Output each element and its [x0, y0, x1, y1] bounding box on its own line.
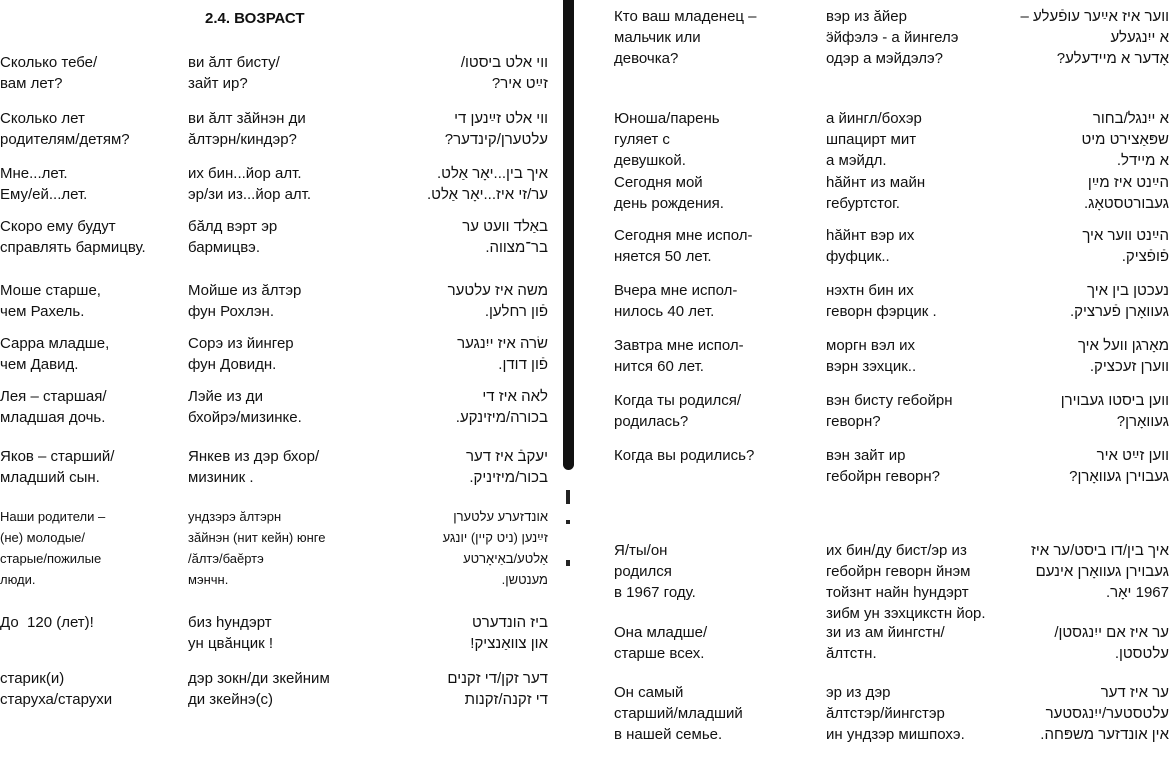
text-line: бармицвэ.	[188, 239, 261, 256]
text-line: Когда вы родились?	[614, 447, 755, 464]
russian-text	[614, 445, 824, 466]
text-line: ун цвӑнцик !	[188, 635, 274, 652]
yiddish-text	[372, 333, 548, 375]
text-line: זײַנען (ניט קיין) יונגע	[442, 530, 548, 545]
text-line: старше всех.	[614, 645, 705, 662]
text-line: младшая дочь.	[0, 409, 106, 426]
transliteration-text	[826, 445, 1006, 487]
section-title: 2.4. ВОЗРАСТ	[205, 10, 305, 27]
text-line: ער איז דער	[1100, 684, 1169, 701]
text-line: Вчера мне испол-	[614, 282, 738, 299]
text-line: вам лет?	[0, 75, 63, 92]
text-line: עלטסטן.	[1114, 645, 1169, 662]
transliteration-text	[826, 540, 1006, 624]
yiddish-text	[984, 390, 1169, 432]
yiddish-text	[984, 280, 1169, 322]
text-line: моргн вэл их	[826, 337, 916, 354]
transliteration-text	[188, 108, 368, 150]
text-line: איך בין/דו ביסט/ער איז	[1031, 542, 1169, 559]
text-line: вэр из ӑйер	[826, 8, 907, 25]
text-line: дэр зокн/ди зкейним	[188, 670, 330, 687]
text-line: Наши родители –	[0, 509, 106, 524]
russian-text	[614, 172, 824, 214]
text-line: (не) молодые/	[0, 530, 86, 545]
text-line: עלטערן/קינדער?	[444, 131, 548, 148]
transliteration-text	[188, 446, 368, 488]
text-line: фун Довидн.	[188, 356, 277, 373]
text-line: До 120 (лет)!	[0, 614, 94, 631]
text-line: ער איז אם ייִנגסטן/	[1054, 624, 1169, 641]
yiddish-text	[372, 446, 548, 488]
transliteration-text	[826, 172, 1006, 214]
text-line: зибм ун зэхцикстн йор.	[826, 605, 986, 622]
text-line: 1967 יאָר.	[1105, 584, 1169, 601]
russian-text	[0, 280, 185, 322]
left-page	[0, 0, 548, 757]
text-line: мальчик или	[614, 29, 701, 46]
russian-text	[0, 108, 185, 150]
text-line: ווי אלט ביסטו/	[460, 54, 548, 71]
text-line: Я/ты/он	[614, 542, 668, 559]
transliteration-text	[188, 506, 368, 590]
yiddish-text	[372, 668, 548, 710]
transliteration-text	[826, 335, 1006, 377]
text-line: родилась?	[614, 413, 689, 430]
text-line: איך בין...יאָר אַלט.	[437, 165, 548, 182]
yiddish-text	[984, 335, 1169, 377]
text-line: бхойрэ/мизинке.	[188, 409, 302, 426]
transliteration-text	[826, 225, 1006, 267]
yiddish-text	[372, 216, 548, 258]
text-line: их бин/ду бист/эр из	[826, 542, 967, 559]
text-line: ווערן זעכציק.	[1089, 358, 1169, 375]
text-line: Яков – старший/	[0, 448, 115, 465]
text-line: אָדער א מיידעלע?	[1056, 50, 1169, 67]
text-line: тойзнт найн hундэрт	[826, 584, 969, 601]
text-line: Кто ваш младенец –	[614, 8, 757, 25]
russian-text	[0, 506, 185, 590]
text-line: в 1967 году.	[614, 584, 696, 601]
text-line: старик(и)	[0, 670, 65, 687]
transliteration-text	[188, 668, 368, 710]
text-line: ин ундзэр мишпохэ.	[826, 726, 965, 743]
russian-text	[614, 335, 824, 377]
text-line: לאה איז די	[482, 388, 548, 405]
text-line: באַלד וועט ער	[462, 218, 548, 235]
yiddish-text	[984, 445, 1169, 487]
russian-text	[614, 6, 824, 69]
text-line: ди зкейнэ(с)	[188, 691, 274, 708]
text-line: эр/зи из...йор алт.	[188, 186, 312, 203]
text-line: фуфцик..	[826, 248, 890, 265]
text-line: Скоро ему будут	[0, 218, 116, 235]
text-line: געבוירן געוואָרן?	[1069, 468, 1169, 485]
text-line: Она младше/	[614, 624, 708, 641]
text-line: ӑлтстэр/йингстэр	[826, 705, 945, 722]
text-line: Мне...лет.	[0, 165, 68, 182]
transliteration-text	[188, 163, 368, 205]
text-line: мизиник .	[188, 469, 254, 486]
transliteration-text	[188, 280, 368, 322]
text-line: געוואָרן?	[1116, 413, 1169, 430]
text-line: /ӑлтэ/баӗртэ	[188, 551, 264, 566]
yiddish-text	[984, 172, 1169, 214]
yiddish-text	[372, 163, 548, 205]
text-line: родителям/детям?	[0, 131, 130, 148]
text-line: זײַט איר?	[491, 75, 548, 92]
text-line: נעכטן בין איך	[1087, 282, 1169, 299]
russian-text	[0, 163, 185, 205]
yiddish-text	[372, 506, 548, 590]
text-line: פֿון רחלען.	[484, 303, 548, 320]
transliteration-text	[826, 108, 1006, 171]
text-line: א מיידל.	[1116, 152, 1169, 169]
yiddish-text	[984, 622, 1169, 664]
text-line: ווי אלט זײַנען די	[454, 110, 548, 127]
text-line: יעקבֿ איז דער	[465, 448, 548, 465]
text-line: אַלטע/באַיאָרטע	[463, 551, 548, 566]
text-line: אונדזערע עלטערן	[453, 509, 548, 524]
text-line: вэн зайт ир	[826, 447, 906, 464]
russian-text	[0, 386, 185, 428]
text-line: Сколько лет	[0, 110, 85, 127]
text-line: געוואָרן פֿערציק.	[1069, 303, 1169, 320]
text-line: געבוירן געוואָרן אינעם	[1035, 563, 1169, 580]
text-line: ווער איז אײַער עופֿעלע –	[1020, 8, 1169, 25]
text-line: вэрн зэхцик..	[826, 358, 917, 375]
spine-mark	[566, 490, 570, 504]
yiddish-text	[372, 280, 548, 322]
text-line: Юноша/парень	[614, 110, 720, 127]
text-line: справлять бармицву.	[0, 239, 146, 256]
text-line: ӑлтстн.	[826, 645, 877, 662]
text-line: ӭйфэлэ - а йингелэ	[826, 29, 959, 46]
yiddish-text	[984, 682, 1169, 745]
yiddish-text	[372, 386, 548, 428]
text-line: hӑйнт из майн	[826, 174, 926, 191]
russian-text	[0, 446, 185, 488]
russian-text	[614, 390, 824, 432]
right-page	[598, 0, 1169, 757]
transliteration-text	[188, 386, 368, 428]
text-line: פֿון דודן.	[498, 356, 548, 373]
text-line: א ייִנגל/בחור	[1092, 110, 1169, 127]
text-line: ווען ביסטו געבוירן	[1060, 392, 1169, 409]
book-spine	[554, 0, 584, 757]
text-line: день рождения.	[614, 195, 724, 212]
transliteration-text	[188, 52, 368, 94]
text-line: Лея – старшая/	[0, 388, 107, 405]
text-line: геворн?	[826, 413, 881, 430]
yiddish-text	[372, 52, 548, 94]
yiddish-text	[984, 540, 1169, 603]
text-line: Сегодня мне испол-	[614, 227, 753, 244]
russian-text	[0, 52, 185, 94]
transliteration-text	[826, 622, 1006, 664]
russian-text	[614, 280, 824, 322]
text-line: в нашей семье.	[614, 726, 723, 743]
text-line: зайт ир?	[188, 75, 248, 92]
text-line: девушкой.	[614, 152, 686, 169]
text-line: און צוואַנציק!	[470, 635, 548, 652]
transliteration-text	[188, 612, 368, 654]
text-line: а йингл/бохэр	[826, 110, 922, 127]
transliteration-text	[826, 280, 1006, 322]
text-line: одэр а мэйдэлэ?	[826, 50, 943, 67]
russian-text	[614, 225, 824, 267]
text-line: няется 50 лет.	[614, 248, 712, 265]
text-line: старые/пожилые	[0, 551, 102, 566]
yiddish-text	[984, 6, 1169, 69]
text-line: Ему/ей...лет.	[0, 186, 88, 203]
text-line: פֿופֿציק.	[1121, 248, 1169, 265]
text-line: эр из дэр	[826, 684, 891, 701]
text-line: Он самый	[614, 684, 684, 701]
russian-text	[0, 333, 185, 375]
text-line: דער זקן/די זקנים	[447, 670, 548, 687]
text-line: ви ӑлт зӑйнэн ди	[188, 110, 306, 127]
text-line: чем Рахель.	[0, 303, 85, 320]
spine-mark	[566, 520, 570, 524]
text-line: הײַנט איז מײַן	[1087, 174, 1169, 191]
text-line: гебуртстог.	[826, 195, 900, 212]
russian-text	[0, 612, 185, 633]
spine-shadow	[563, 0, 574, 470]
text-line: биз hундэрт	[188, 614, 272, 631]
text-line: ביז הונדערט	[472, 614, 548, 631]
text-line: старуха/старухи	[0, 691, 113, 708]
text-line: мэнчн.	[188, 572, 229, 587]
russian-text	[614, 622, 824, 664]
text-line: люди.	[0, 572, 36, 587]
text-line: מענטשן.	[501, 572, 548, 587]
russian-text	[0, 216, 185, 258]
spine-mark	[566, 560, 570, 566]
yiddish-text	[984, 108, 1169, 171]
text-line: геворн фэрцик .	[826, 303, 937, 320]
yiddish-text	[984, 225, 1169, 267]
text-line: שפּאַצירט מיט	[1081, 131, 1169, 148]
transliteration-text	[826, 682, 1006, 745]
text-line: בכורה/מיזינקע.	[455, 409, 548, 426]
text-line: עלטסטער/ייִנגסטער	[1045, 705, 1169, 722]
text-line: בר־מצווה.	[485, 239, 548, 256]
text-line: зи из ам йингстн/	[826, 624, 945, 641]
russian-text	[614, 108, 824, 171]
text-line: нилось 40 лет.	[614, 303, 715, 320]
text-line: девочка?	[614, 50, 679, 67]
text-line: Сарра младше,	[0, 335, 110, 352]
russian-text	[0, 668, 185, 710]
text-line: Сколько тебе/	[0, 54, 98, 71]
text-line: Янкев из дэр бхор/	[188, 448, 320, 465]
transliteration-text	[188, 216, 368, 258]
text-line: ӑлтэрн/киндэр?	[188, 131, 297, 148]
text-line: הײַנט ווער איך	[1082, 227, 1169, 244]
text-line: משה איז עלטער	[447, 282, 548, 299]
text-line: а мэйдл.	[826, 152, 887, 169]
text-line: фун Рохлэн.	[188, 303, 275, 320]
transliteration-text	[826, 6, 1006, 69]
text-line: родился	[614, 563, 672, 580]
text-line: Лэйе из ди	[188, 388, 263, 405]
text-line: אין אונדזער משפּחה.	[1040, 726, 1169, 743]
text-line: нится 60 лет.	[614, 358, 704, 375]
russian-text	[614, 682, 824, 745]
text-line: Сегодня мой	[614, 174, 703, 191]
text-line: гебойрн геворн йнэм	[826, 563, 971, 580]
text-line: Когда ты родился/	[614, 392, 741, 409]
text-line: שׂרה איז ייִנגער	[457, 335, 548, 352]
text-line: гебойрн геворн?	[826, 468, 941, 485]
text-line: Мойше из ӑлтэр	[188, 282, 302, 299]
text-line: מאָרגן וועל איך	[1077, 337, 1169, 354]
text-line: בכור/מיזיניק.	[469, 469, 548, 486]
text-line: младший сын.	[0, 469, 100, 486]
text-line: ви ӑлт бисту/	[188, 54, 280, 71]
text-line: нэхтн бин их	[826, 282, 914, 299]
text-line: вэн бисту гебойрн	[826, 392, 953, 409]
yiddish-text	[372, 612, 548, 654]
text-line: די זקנה/זקנות	[464, 691, 548, 708]
text-line: ундзэрэ ӑлтэрн	[188, 509, 282, 524]
text-line: ער/זי איז...יאָר אַלט.	[426, 186, 548, 203]
text-line: Сорэ из йингер	[188, 335, 294, 352]
text-line: א ייִנגעלע	[1110, 29, 1169, 46]
text-line: געבורטסטאָג.	[1083, 195, 1169, 212]
text-line: бӑлд вэрт эр	[188, 218, 278, 235]
russian-text	[614, 540, 824, 603]
text-line: шпацирт мит	[826, 131, 917, 148]
transliteration-text	[826, 390, 1006, 432]
text-line: зӑйнэн (нит кейн) юнге	[188, 530, 326, 545]
text-line: Моше старше,	[0, 282, 101, 299]
text-line: ווען זײַט איר	[1096, 447, 1169, 464]
transliteration-text	[188, 333, 368, 375]
text-line: Завтра мне испол-	[614, 337, 744, 354]
text-line: чем Давид.	[0, 356, 79, 373]
text-line: гуляет с	[614, 131, 670, 148]
text-line: hӑйнт вэр их	[826, 227, 915, 244]
yiddish-text	[372, 108, 548, 150]
text-line: старший/младший	[614, 705, 743, 722]
text-line: их бин...йор алт.	[188, 165, 302, 182]
